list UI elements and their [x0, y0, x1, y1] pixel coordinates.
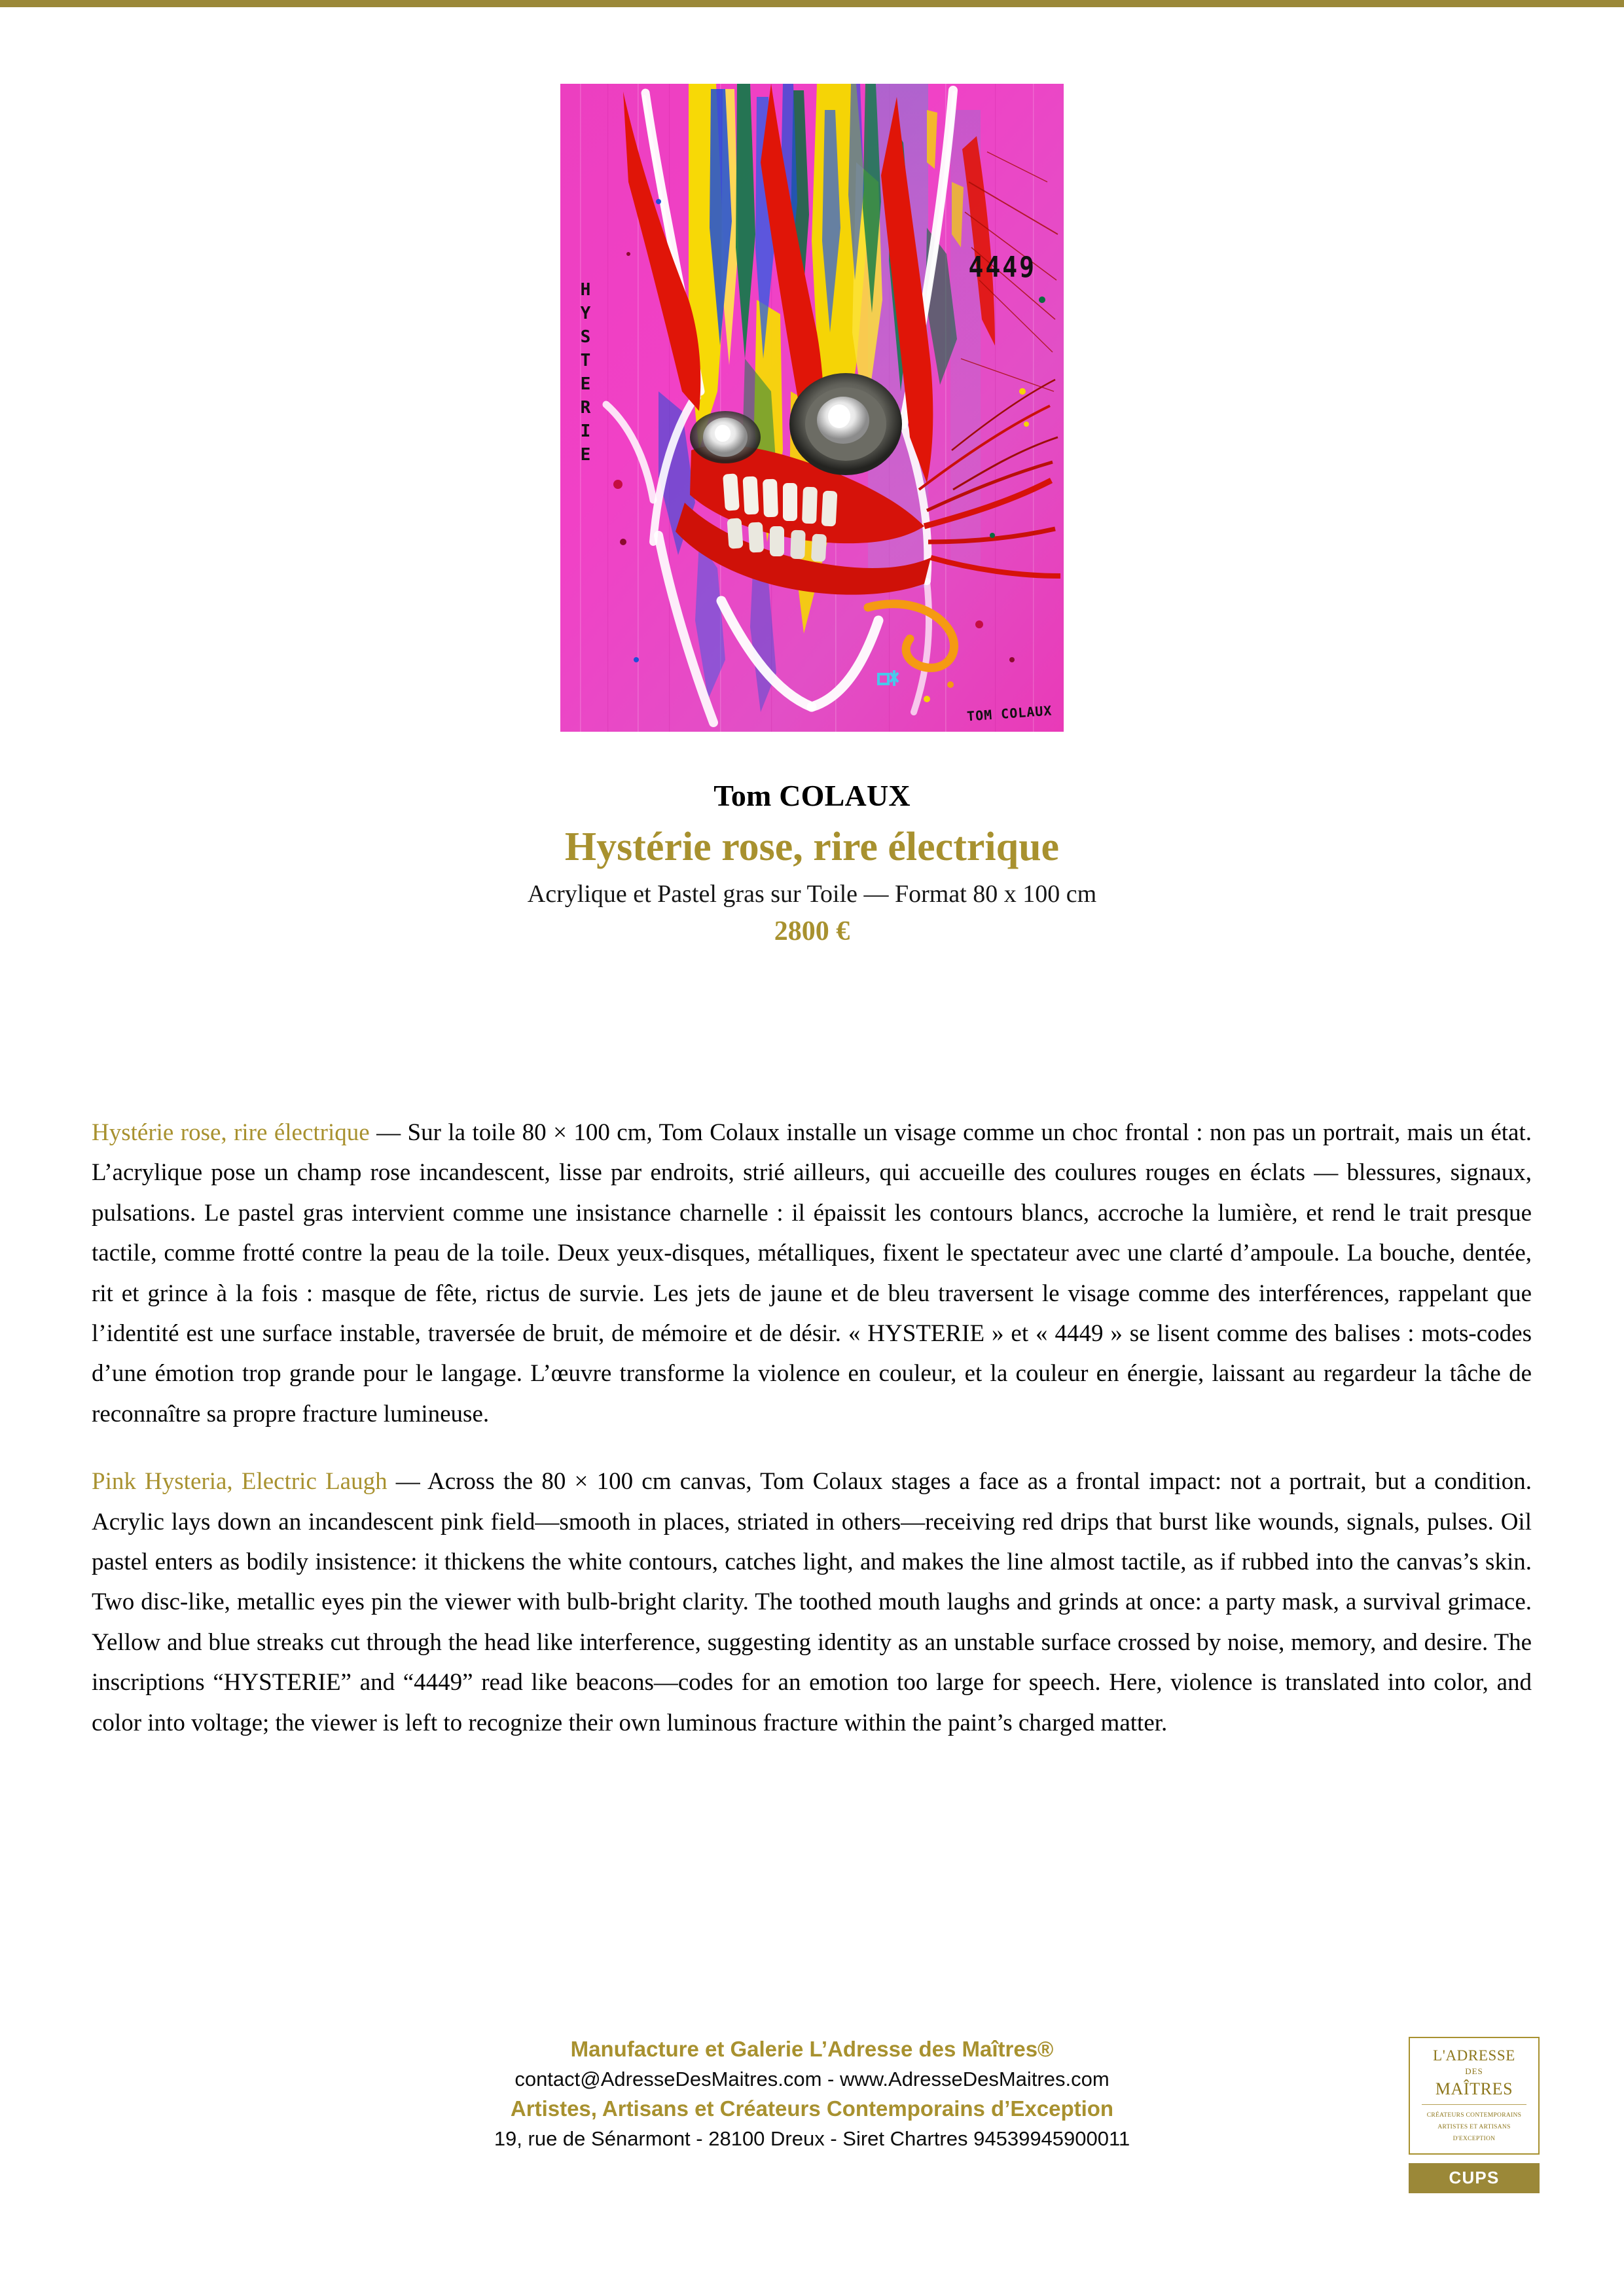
logo-sub-exception: D'EXCEPTION [1453, 2135, 1496, 2142]
work-medium: Acrylique et Pastel gras sur Toile — Format 80 x 100 cm [527, 880, 1097, 908]
work-title: Hystérie rose, rire électrique [564, 824, 1060, 869]
description-french-lead: Hystérie rose, rire électrique [92, 1119, 370, 1146]
top-gold-rule [0, 0, 1624, 7]
painting-image [560, 84, 1064, 732]
artwork-signature: TOM COLAUX [965, 702, 1053, 725]
logo-box [1409, 2037, 1540, 2155]
logo-sub-createurs: CRÉATEURS CONTEMPORAINS [1426, 2112, 1522, 2119]
footer-address: 19, rue de Sénarmont - 28100 Dreux - Siret Chartres 94539945900011 [494, 2126, 1130, 2150]
footer-company-name: Manufacture et Galerie L’Adresse des Maîtres® [570, 2037, 1054, 2061]
artist-name: Tom COLAUX [713, 779, 911, 812]
logo-sub-artistes: ARTISTES ET ARTISANS [1437, 2123, 1511, 2130]
footer-contact[interactable]: contact@AdresseDesMaitres.com - www.AdresseDesMaitres.com [514, 2067, 1110, 2090]
logo-divider [1422, 2104, 1526, 2105]
footer [0, 2034, 1624, 2153]
description-french [92, 1113, 1532, 1434]
eye-left [690, 411, 761, 463]
description-english-lead: Pink Hysteria, Electric Laugh [92, 1468, 388, 1496]
logo-line-adresse: L'ADRESSE [1433, 2047, 1515, 2064]
artwork-inscription-4449: 4449 [968, 250, 1036, 284]
description-section [92, 1113, 1532, 1743]
artwork-inscription-hysterie: HYSTERIE [575, 280, 596, 469]
logo-line-des: DES [1465, 2066, 1483, 2077]
painting-canvas [560, 84, 1064, 732]
eye-right [789, 373, 902, 475]
brand-logo [1409, 2037, 1540, 2193]
logo-line-maitres: MAÎTRES [1435, 2079, 1513, 2098]
description-english [92, 1462, 1532, 1743]
artwork-figure [560, 84, 1064, 732]
description-english-body: — Across the 80 × 100 cm canvas, Tom Colaux stages a face as a frontal impact: not a portrait, but a condition. Acrylic lays down an incandescent pink field—smooth in places, striated in others—receiving red drips that burst like wounds, signals, pulses. Oil pastel enters as bodily insistence: it thickens the white contours, catches light, and makes the line almost tactile, as if rubbed into the canvas’s skin. Two disc-like, metallic eyes pin the viewer with bulb-bright clarity. The toothed mouth laughs and grinds at once: a party mask, a survival grimace. Yellow and blue streaks cut through the head like interference, suggesting identity as an unstable surface crossed by noise, memory, and desire. The inscriptions “HYSTERIE” and “4449” read like beacons—codes for an emotion too large for speech. Here, violence is translated into color, and color into voltage; the viewer is left to recognize their own luminous fracture within the paint’s charged matter. [92, 1468, 1532, 1736]
cups-badge: CUPS [1409, 2163, 1540, 2193]
title-block [0, 779, 1624, 948]
description-french-body: — Sur la toile 80 × 100 cm, Tom Colaux installe un visage comme un choc frontal : non pas un portrait, mais un état. L’acrylique pose un champ rose incandescent, lisse par endroits, strié ailleurs, qui accueille des coulures rouges en éclats — blessures, signaux, pulsations. Le pastel gras intervient comme une insistance charnelle : il épaissit les contours blancs, accroche la lumière, et rend le trait presque tactile, comme frotté contre la peau de la toile. Deux yeux-disques, métalliques, fixent le spectateur avec une clarté d’ampoule. La bouche, dentée, rit et grince à la fois : masque de fête, rictus de survie. Les jets de jaune et de bleu traversent le visage comme des interférences, rappelant que l’identité est une surface instable, traversée de bruit, de mémoire et de désir. « HYSTERIE » et « 4449 » se lisent comme des balises : mots-codes d’une émotion trop grande pour le langage. L’œuvre transforme la violence en couleur, et la couleur en énergie, laissant au regardeur la tâche de reconnaître sa propre fracture lumineuse. [92, 1119, 1532, 1427]
work-price: 2800 € [774, 916, 850, 946]
footer-tagline: Artistes, Artisans et Créateurs Contemporains d’Exception [510, 2096, 1114, 2121]
